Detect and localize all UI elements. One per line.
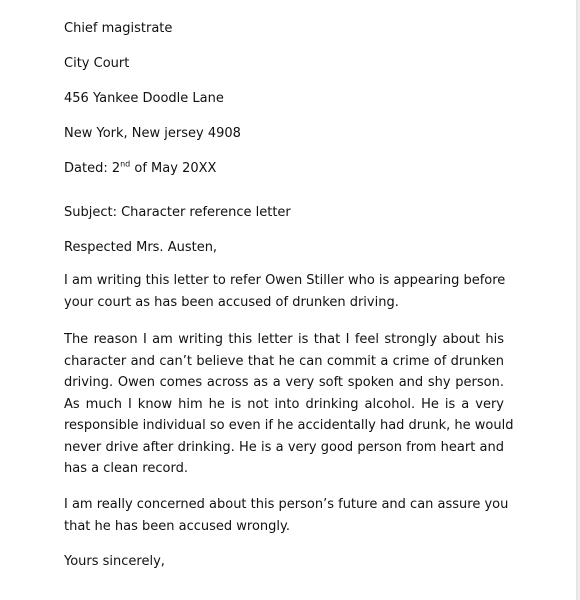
paragraph-3 — [64, 494, 509, 537]
letter-subject: Subject: Character reference letter — [64, 205, 291, 220]
letter-closing: Yours sincerely, — [64, 554, 165, 569]
paragraph-line: never drive after drinking. He is a very good person from heart and — [64, 439, 504, 455]
paragraph-line: character and can’t believe that he can commit a crime of drunken — [64, 353, 504, 369]
paragraph-line: As much I know him he is not into drinking alcohol. He is a very — [64, 396, 504, 412]
paragraph-1 — [64, 270, 504, 313]
date-rest: of May 20XX — [130, 161, 217, 176]
letter-salutation: Respected Mrs. Austen, — [64, 240, 218, 255]
paragraph-line: responsible individual so even if he accidentally had drunk, he would — [64, 418, 514, 433]
paragraph-line: driving. Owen comes across as a very soft spoken and shy person. — [64, 375, 504, 390]
paragraph-line: has a clean record. — [64, 461, 188, 476]
recipient-street: 456 Yankee Doodle Lane — [64, 91, 224, 106]
paragraph-line: that he has been accused wrongly. — [64, 518, 291, 534]
paragraph-line: I am writing this letter to refer Owen Stiller who is appearing before — [64, 273, 506, 288]
paragraph-2 — [64, 329, 514, 480]
paragraph-line: your court as has been accused of drunken driving. — [64, 294, 399, 310]
paragraph-line: The reason I am writing this letter is that I feel strongly about his — [64, 332, 504, 347]
recipient-city: New York, New jersey 4908 — [64, 126, 241, 141]
date-prefix: Dated: 2 — [64, 161, 121, 176]
recipient-court: City Court — [64, 56, 130, 71]
letter-date — [64, 161, 216, 177]
paragraph-line: I am really concerned about this person’s future and can assure you — [64, 497, 509, 512]
recipient-title: Chief magistrate — [64, 21, 173, 36]
date-ordinal-suffix: nd — [120, 159, 131, 169]
